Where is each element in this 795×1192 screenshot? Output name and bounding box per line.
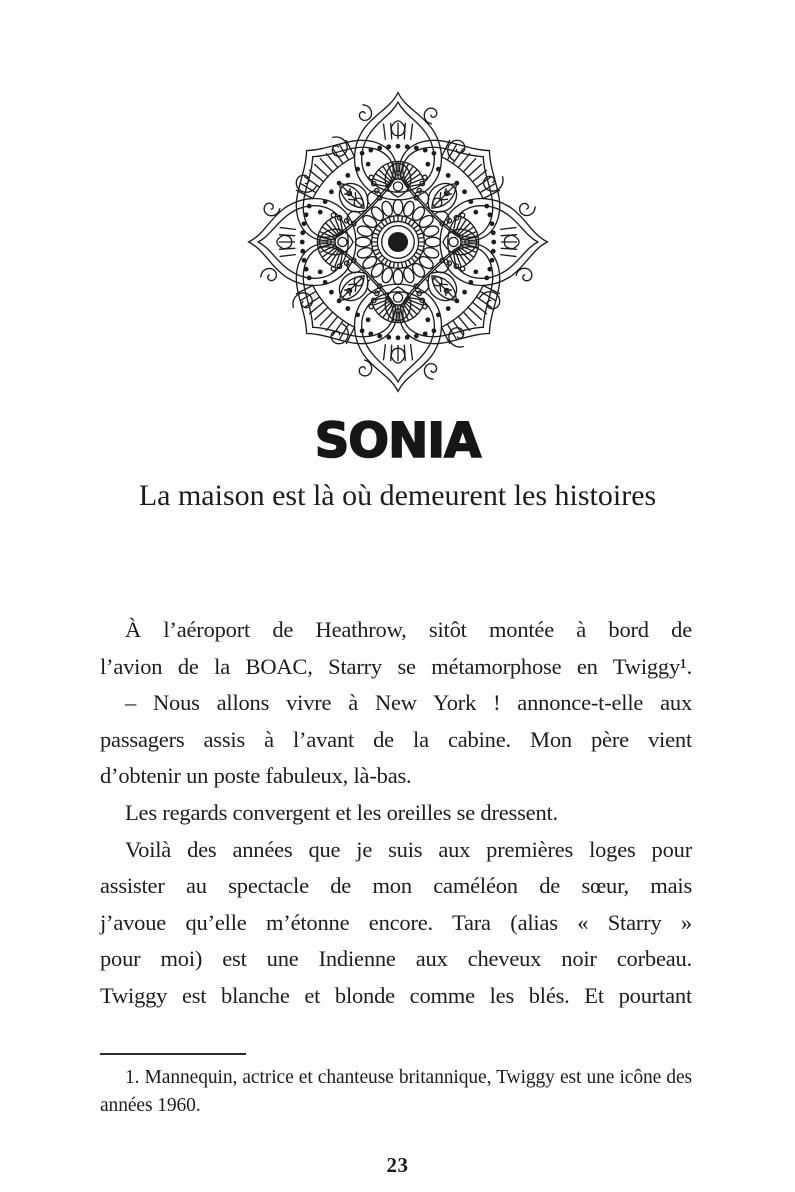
text-line: Les regards convergent et les oreilles se dressent. (125, 799, 558, 825)
footnote-rule (100, 1053, 246, 1055)
text-line: À l’aéroport de Heathrow, sitôt montée à bord de (125, 617, 692, 642)
mandala-ornament (240, 84, 556, 400)
body-paragraph (100, 795, 692, 832)
text-line: Twiggy est blanche et blonde comme les blés. Et pourtant (100, 982, 692, 1008)
footnote-text (100, 1064, 692, 1119)
footnote-block (100, 1053, 692, 1119)
text-line: années 1960. (100, 1094, 201, 1116)
chapter-subtitle: La maison est là où demeurent les histoires (138, 479, 657, 512)
body-paragraph (100, 685, 692, 795)
body-text (100, 612, 692, 1015)
body-paragraph (100, 612, 692, 685)
text-line: j’avoue qu’elle m’étonne encore. Tara (alias « Starry » (100, 909, 692, 935)
text-line: 1. Mannequin, actrice et chanteuse britannique, Twiggy est une icône des (125, 1067, 692, 1088)
body-paragraph (100, 832, 692, 1015)
text-line: assister au spectacle de mon caméléon de sœur, mais (100, 873, 692, 899)
page-number: 23 (386, 1153, 409, 1177)
text-line: – Nous allons vivre à New York ! annonce-t-elle aux (125, 690, 692, 716)
chapter-title: SONIA (314, 413, 481, 469)
text-line: d’obtenir un poste fabuleux, là-bas. (100, 763, 412, 789)
text-line: pour moi) est une Indienne aux cheveux noir corbeau. (100, 946, 692, 972)
text-line: Voilà des années que je suis aux premières loges pour (125, 836, 692, 862)
text-line: passagers assis à l’avant de la cabine. Mon père vient (100, 726, 692, 752)
text-line: l’avion de la BOAC, Starry se métamorphose en Twiggy¹. (100, 653, 692, 679)
